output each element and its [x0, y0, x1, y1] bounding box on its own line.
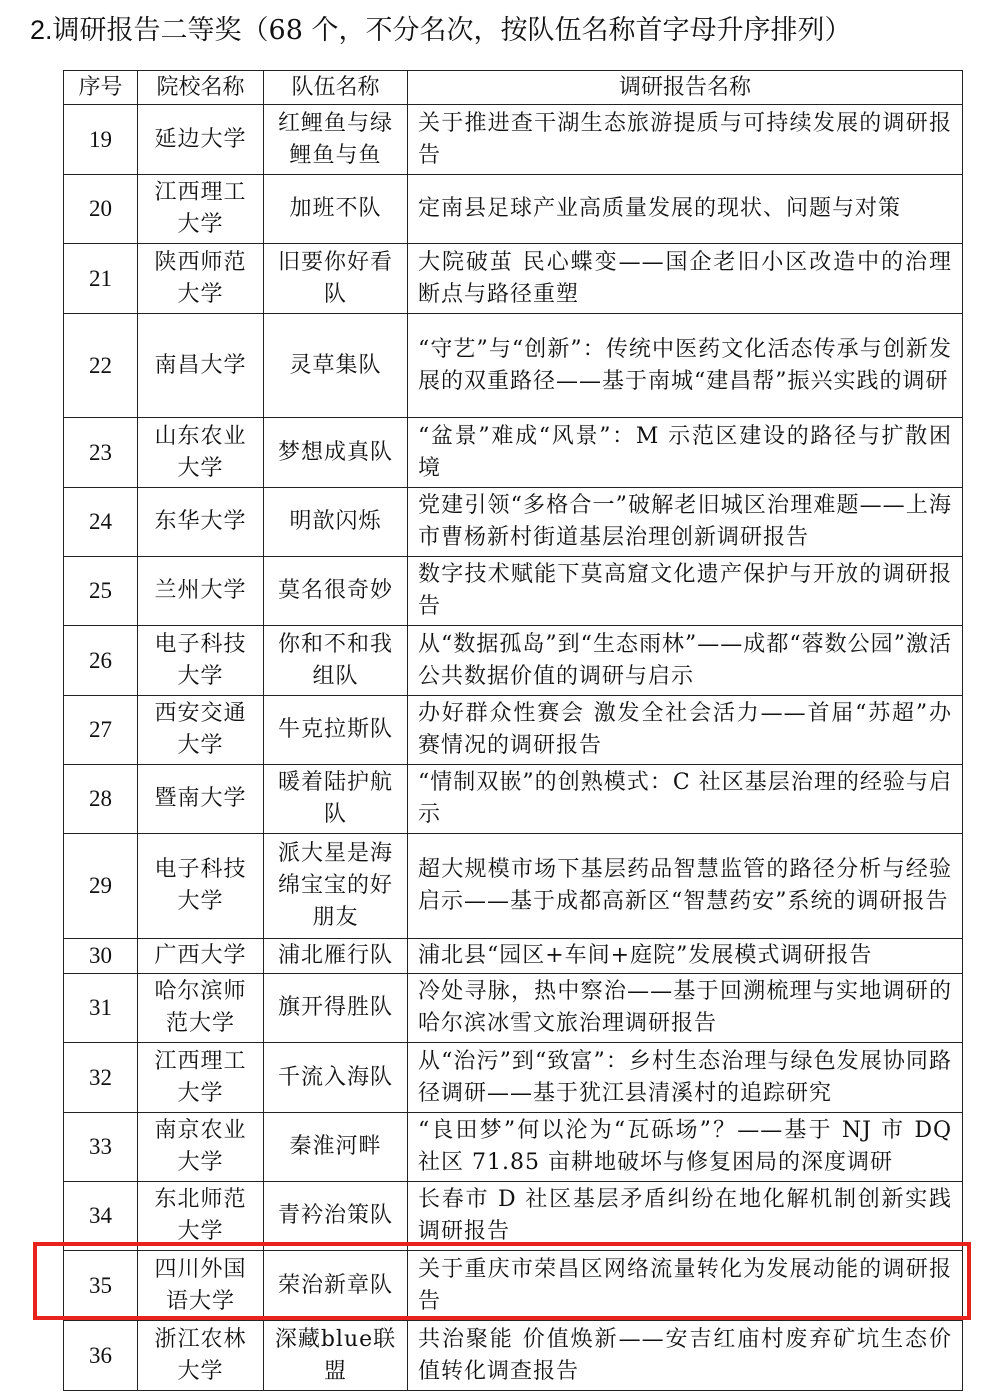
row-school: 东北师范大学: [138, 1182, 264, 1251]
row-team: 灵草集队: [264, 314, 408, 418]
row-title: “情制双嵌”的创熟模式：C 社区基层治理的经验与启示: [408, 765, 963, 834]
row-team: 牛克拉斯队: [264, 696, 408, 765]
heading-number: 2.: [30, 15, 53, 45]
table-row: [64, 418, 963, 488]
row-school: 山东农业大学: [138, 418, 264, 488]
row-school: 浙江农林大学: [138, 1321, 264, 1391]
row-team: 派大星是海绵宝宝的好朋友: [264, 834, 408, 939]
row-no: 34: [64, 1182, 138, 1251]
header-title: 调研报告名称: [408, 71, 963, 105]
row-title: 共治聚能 价值焕新——安吉红庙村废弃矿坑生态价值转化调查报告: [408, 1321, 963, 1391]
row-title: 关于推进查干湖生态旅游提质与可持续发展的调研报告: [408, 105, 963, 175]
row-school: 南京农业大学: [138, 1113, 264, 1182]
section-heading: [30, 10, 970, 51]
table-header-row: [64, 71, 963, 105]
row-team: 千流入海队: [264, 1043, 408, 1113]
table-row: [64, 1043, 963, 1113]
row-school: 广西大学: [138, 939, 264, 974]
row-no: 25: [64, 557, 138, 626]
table-row: [64, 626, 963, 696]
row-no: 27: [64, 696, 138, 765]
row-title: “守艺”与“创新”：传统中医药文化活态传承与创新发展的双重路径——基于南城“建昌帮”振兴实践的调研: [408, 314, 963, 418]
row-school: 电子科技大学: [138, 834, 264, 939]
header-team: 队伍名称: [264, 71, 408, 105]
row-no: 36: [64, 1321, 138, 1391]
row-team: 荣治新章队: [264, 1251, 408, 1321]
row-title: 定南县足球产业高质量发展的现状、问题与对策: [408, 175, 963, 244]
row-no: 29: [64, 834, 138, 939]
row-title: “良田梦”何以沦为“瓦砾场”？——基于 NJ 市 DQ 社区 71.85 亩耕地破坏与修复困局的深度调研: [408, 1113, 963, 1182]
row-school: 江西理工大学: [138, 1043, 264, 1113]
row-title: 党建引领“多格合一”破解老旧城区治理难题——上海市曹杨新村街道基层治理创新调研报告: [408, 488, 963, 557]
row-no: 22: [64, 314, 138, 418]
row-title: 长春市 D 社区基层矛盾纠纷在地化解机制创新实践调研报告: [408, 1182, 963, 1251]
row-title: 浦北县“园区+车间+庭院”发展模式调研报告: [408, 939, 963, 974]
table-row: [64, 974, 963, 1043]
table-row: [64, 1182, 963, 1251]
row-team: 深藏blue联盟: [264, 1321, 408, 1391]
row-no: 28: [64, 765, 138, 834]
row-team: 加班不队: [264, 175, 408, 244]
row-title: 数字技术赋能下莫高窟文化遗产保护与开放的调研报告: [408, 557, 963, 626]
row-school: 西安交通大学: [138, 696, 264, 765]
row-no: 20: [64, 175, 138, 244]
row-no: 26: [64, 626, 138, 696]
row-school: 兰州大学: [138, 557, 264, 626]
row-no: 32: [64, 1043, 138, 1113]
table-row: [64, 244, 963, 314]
row-team: 莫名很奇妙: [264, 557, 408, 626]
table-row: [64, 314, 963, 418]
row-title: 从“数据孤岛”到“生态雨林”——成都“蓉数公园”激活公共数据价值的调研与启示: [408, 626, 963, 696]
row-no: 23: [64, 418, 138, 488]
row-no: 31: [64, 974, 138, 1043]
row-title: “盆景”难成“风景”：M 示范区建设的路径与扩散困境: [408, 418, 963, 488]
table-row-highlighted: [64, 1251, 963, 1321]
row-school: 东华大学: [138, 488, 264, 557]
row-team: 暖着陆护航队: [264, 765, 408, 834]
row-no: 30: [64, 939, 138, 974]
row-no: 33: [64, 1113, 138, 1182]
row-team: 你和不和我组队: [264, 626, 408, 696]
header-school: 院校名称: [138, 71, 264, 105]
heading-note: （68 个，不分名次，按队伍名称首字母升序排列）: [241, 15, 852, 46]
table-row: [64, 1321, 963, 1391]
table-row: [64, 765, 963, 834]
row-no: 21: [64, 244, 138, 314]
row-school: 延边大学: [138, 105, 264, 175]
row-title: 办好群众性赛会 激发全社会活力——首届“苏超”办赛情况的调研报告: [408, 696, 963, 765]
row-team: 旧要你好看队: [264, 244, 408, 314]
table-row: [64, 696, 963, 765]
heading-main: 调研报告二等奖: [52, 15, 242, 46]
row-school: 陕西师范大学: [138, 244, 264, 314]
row-team: 明歆闪烁: [264, 488, 408, 557]
table-row: [64, 939, 963, 974]
row-title: 大院破茧 民心蝶变——国企老旧小区改造中的治理断点与路径重塑: [408, 244, 963, 314]
table-row: [64, 557, 963, 626]
row-no: 35: [64, 1251, 138, 1321]
table-row: [64, 488, 963, 557]
row-title: 关于重庆市荣昌区网络流量转化为发展动能的调研报告: [408, 1251, 963, 1321]
row-title: 从“治污”到“致富”：乡村生态治理与绿色发展协同路径调研——基于犹江县清溪村的追踪研究: [408, 1043, 963, 1113]
row-no: 19: [64, 105, 138, 175]
row-title: 冷处寻脉，热中察治——基于回溯梳理与实地调研的哈尔滨冰雪文旅治理调研报告: [408, 974, 963, 1043]
row-school: 四川外国语大学: [138, 1251, 264, 1321]
row-team: 旗开得胜队: [264, 974, 408, 1043]
row-team: 梦想成真队: [264, 418, 408, 488]
row-team: 红鲤鱼与绿鲤鱼与鱼: [264, 105, 408, 175]
row-team: 秦淮河畔: [264, 1113, 408, 1182]
row-school: 哈尔滨师范大学: [138, 974, 264, 1043]
row-no: 24: [64, 488, 138, 557]
table-row: [64, 105, 963, 175]
row-team: 浦北雁行队: [264, 939, 408, 974]
row-school: 电子科技大学: [138, 626, 264, 696]
row-school: 暨南大学: [138, 765, 264, 834]
header-no: 序号: [64, 71, 138, 105]
row-team: 青衿治策队: [264, 1182, 408, 1251]
table-row: [64, 1113, 963, 1182]
award-table: [63, 70, 963, 1391]
row-title: 超大规模市场下基层药品智慧监管的路径分析与经验启示——基于成都高新区“智慧药安”系统的调研报告: [408, 834, 963, 939]
row-school: 南昌大学: [138, 314, 264, 418]
table-row: [64, 834, 963, 939]
table-row: [64, 175, 963, 244]
row-school: 江西理工大学: [138, 175, 264, 244]
